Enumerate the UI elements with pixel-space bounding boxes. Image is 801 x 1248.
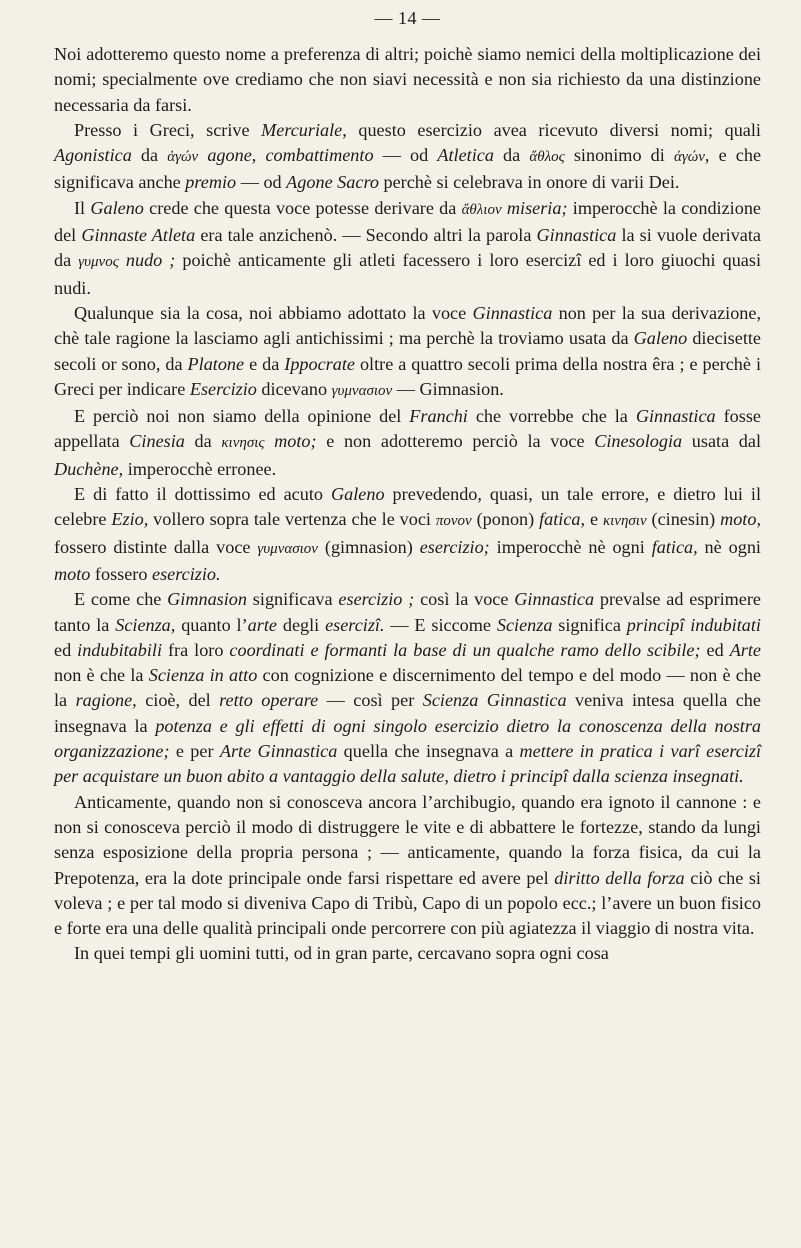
text-run: non per la sua derivazione, chè tale ragione la lasciamo agli antichissimi ; ma perchè la troviamo usata da	[54, 302, 762, 349]
text-run: prevalse ad esprimere tanto la	[54, 589, 761, 635]
paragraph	[54, 941, 761, 966]
italic-text: coordinati e formanti la base di un qualche ramo dello scibile;	[229, 639, 701, 660]
italic-text: agone	[207, 145, 252, 166]
text-run: quanto l’	[175, 614, 248, 635]
text-run: ,	[251, 145, 266, 166]
greek-word: κινησιν	[602, 513, 647, 530]
italic-text: indubitabili	[77, 639, 163, 660]
text-run: Il	[74, 197, 91, 218]
paragraph	[54, 404, 761, 482]
italic-text: Franchi	[409, 406, 468, 427]
text-run: e da	[244, 353, 285, 374]
text-run: veniva intesa quella che insegnava la	[54, 690, 761, 736]
text-run: E perciò noi non siamo della opinione del	[74, 406, 410, 427]
text-run	[119, 250, 126, 270]
italic-text: Duchène,	[54, 458, 124, 479]
italic-text: Gimnasion	[167, 589, 247, 610]
italic-text: potenza e gli effetti di ogni singolo esercizio dietro la conoscenza della nostra organizzazione;	[54, 715, 762, 762]
text-run: oltre a quattro secoli prima della nostra êra ; e perchè i Greci per indicare	[54, 353, 761, 399]
italic-text: Arte	[729, 639, 762, 660]
greek-word: πονον	[435, 513, 472, 530]
text-run: ed	[54, 639, 78, 660]
greek-word: ἄθλιον	[461, 201, 502, 218]
italic-text: Arte Ginnastica	[219, 741, 338, 762]
text-run	[264, 431, 274, 451]
italic-text: Agonistica	[54, 145, 132, 166]
text-run: — od	[236, 172, 287, 193]
text-run: nè ogni	[697, 536, 761, 557]
italic-text: Ginnastica	[472, 302, 553, 323]
greek-word: γυμνασιον	[257, 540, 318, 557]
italic-text: Ginnastica	[514, 589, 595, 610]
text-run: ciò che si voleva ; e per tal modo si diveniva Capo di Tribù, Capo di un popolo ecc.; l’avere un buon fisico e forte era una delle qualità principali onde percorrere con più agiatezza il viaggio di nostra vita.	[54, 867, 761, 939]
text-run: sinonimo di	[564, 145, 674, 166]
italic-text: Ezio,	[111, 509, 149, 530]
text-run: Qualunque sia la cosa, noi abbiamo adottato la voce	[74, 302, 473, 323]
text-run: significava	[247, 589, 339, 610]
italic-text: retto operare	[219, 690, 319, 711]
text-run: che vorrebbe che la	[467, 406, 636, 427]
text-run: non è che la	[54, 665, 149, 686]
italic-text: principî indubitati	[626, 614, 761, 635]
italic-text: Galeno	[633, 328, 688, 349]
text-run: ed	[700, 639, 730, 660]
text-run: — od	[373, 145, 438, 166]
text-run: — E siccome	[384, 614, 497, 635]
italic-text: premio	[185, 172, 237, 193]
text-run: vollero sopra tale vertenza che le voci	[148, 509, 436, 530]
text-run: e per	[169, 741, 220, 762]
text-run: imperocchè la condizione del	[54, 197, 761, 246]
italic-text: ragione,	[75, 690, 137, 711]
greek-word: ἀγών	[673, 149, 705, 166]
italic-text: esercizio.	[152, 563, 221, 584]
text-run: E di fatto il dottissimo ed acuto	[74, 484, 331, 505]
text-run: — Gimnasion.	[392, 378, 504, 399]
text-run: , questo esercizio avea ricevuto diversi nomi; quali	[342, 119, 761, 140]
italic-text: esercizio;	[419, 536, 490, 557]
text-run: prevedendo, quasi, un tale errore, e dietro lui il celebre	[54, 484, 761, 530]
text-run: (cinesin)	[646, 509, 721, 530]
text-run: diecisette secoli or sono, da	[54, 328, 761, 374]
text-run: poichè anticamente gli atleti facessero i loro esercizî ed i loro giuochi quasi nudi.	[54, 250, 762, 298]
italic-text: Scienza	[496, 614, 553, 635]
text-run: e non adotteremo perciò la voce	[316, 431, 595, 452]
text-run: fossero	[90, 563, 152, 584]
text-run: — così per	[318, 690, 423, 711]
italic-text: Cinesia	[129, 431, 185, 452]
text-run: da	[131, 145, 168, 166]
italic-text: fatica,	[651, 536, 698, 557]
text-run: Presso i Greci, scrive	[74, 119, 262, 140]
paragraph	[54, 482, 761, 587]
text-run: imperocchè nè ogni	[489, 536, 652, 557]
text-run: Anticamente, quando non si conosceva ancora l’archibugio, quando era ignoto il cannone : e non si conosceva perciò il modo di distruggere le vite e di abbattere le fortezze, stando da lungi senza esposizione della propria persona ; — anticamente, quando la forza fisica, da cui la Prepotenza, era la dote principale onde farsi rispettare ed avere pel	[54, 791, 761, 888]
italic-text: Scienza,	[115, 614, 176, 635]
greek-word: ἀγών	[167, 149, 199, 166]
italic-text: moto,	[720, 509, 761, 530]
italic-text: Mercuriale	[261, 119, 343, 140]
text-run: , e che significava anche	[54, 145, 762, 193]
italic-text: moto;	[274, 431, 317, 452]
italic-text: nudo ;	[125, 250, 176, 271]
page-number-header: — 14 —	[374, 8, 441, 28]
text-run: la si vuole derivata da	[54, 225, 761, 271]
italic-text: miseria;	[506, 197, 568, 218]
text-run: fosse appellata	[54, 406, 761, 452]
text-run: usata dal	[682, 431, 762, 452]
italic-text: Ginnastica	[635, 406, 716, 427]
italic-text: Atletica	[437, 145, 494, 166]
italic-text: diritto della forza	[554, 867, 685, 888]
paragraph	[54, 118, 761, 196]
text-run	[198, 145, 207, 165]
greek-word: ἄθλος	[529, 149, 565, 166]
italic-text: Ippocrate	[284, 353, 355, 374]
text-run: da	[184, 431, 222, 452]
paragraph	[54, 42, 761, 118]
italic-text: Ginnaste Atleta	[81, 225, 196, 246]
italic-text: combattimento	[265, 145, 374, 166]
italic-text: esercizî.	[325, 614, 385, 635]
text-run: imperocchè erronee.	[123, 458, 277, 479]
text-run: (gimnasion)	[317, 536, 420, 557]
text-run: crede che questa voce potesse derivare da	[143, 197, 462, 218]
body-text	[54, 42, 761, 967]
text-run: da	[493, 145, 530, 166]
italic-text: Cinesologia	[594, 431, 683, 452]
text-run: cioè, del	[136, 690, 220, 711]
text-run: Noi adotteremo questo nome a preferenza di altri; poichè siamo nemici della moltiplicazione dei nomi; specialmente ove crediamo che non siavi necessità e non sia richiesto da una distinzione necessaria da farsi.	[54, 44, 761, 115]
italic-text: arte	[247, 614, 277, 635]
italic-text: Galeno	[90, 197, 144, 218]
italic-text: Ginnastica	[536, 225, 617, 246]
text-run: fra loro	[162, 639, 230, 660]
text-run: significa	[552, 614, 627, 635]
text-run: e	[585, 509, 603, 530]
italic-text: Agone Sacro	[286, 172, 379, 193]
text-run: quella che insegnava a	[337, 741, 520, 762]
italic-text: Galeno	[331, 484, 385, 505]
paragraph	[54, 196, 761, 301]
italic-text: Scienza in atto	[148, 665, 258, 686]
greek-word: κινησις	[221, 435, 265, 452]
italic-text: fatica,	[539, 509, 586, 530]
greek-word: γυμνος	[78, 254, 119, 271]
text-run: degli	[276, 614, 326, 635]
italic-text: Esercizio	[189, 378, 257, 399]
paragraph	[54, 790, 761, 942]
italic-text: Scienza Ginnastica	[422, 690, 567, 711]
text-run: perchè si celebrava in onore di varii Dei.	[378, 172, 680, 193]
italic-text: moto	[54, 563, 91, 584]
italic-text: Platone	[187, 353, 245, 374]
paragraph	[54, 301, 761, 404]
text-run: In quei tempi gli uomini tutti, od in gran parte, cercavano sopra ogni cosa	[74, 943, 609, 964]
paragraph	[54, 587, 761, 789]
italic-text: mettere in pratica i varî esercizî per acquistare un buon abito a vantaggio della salute, dietro i principî dalla scienza insegnati.	[54, 741, 762, 787]
text-run: E come che	[74, 589, 168, 610]
greek-word: γυμνασιον	[331, 382, 393, 399]
text-run: fossero distinte dalla voce	[54, 536, 258, 557]
text-run: era tale anzichenò. — Secondo altri la parola	[195, 225, 537, 246]
italic-text: esercizio ;	[338, 589, 415, 610]
text-run: dicevano	[256, 378, 332, 399]
text-run: (ponon)	[471, 509, 540, 530]
text-run: così la voce	[414, 589, 515, 610]
text-run: con cognizione e discernimento del tempo e del modo — non è che la	[54, 665, 762, 711]
